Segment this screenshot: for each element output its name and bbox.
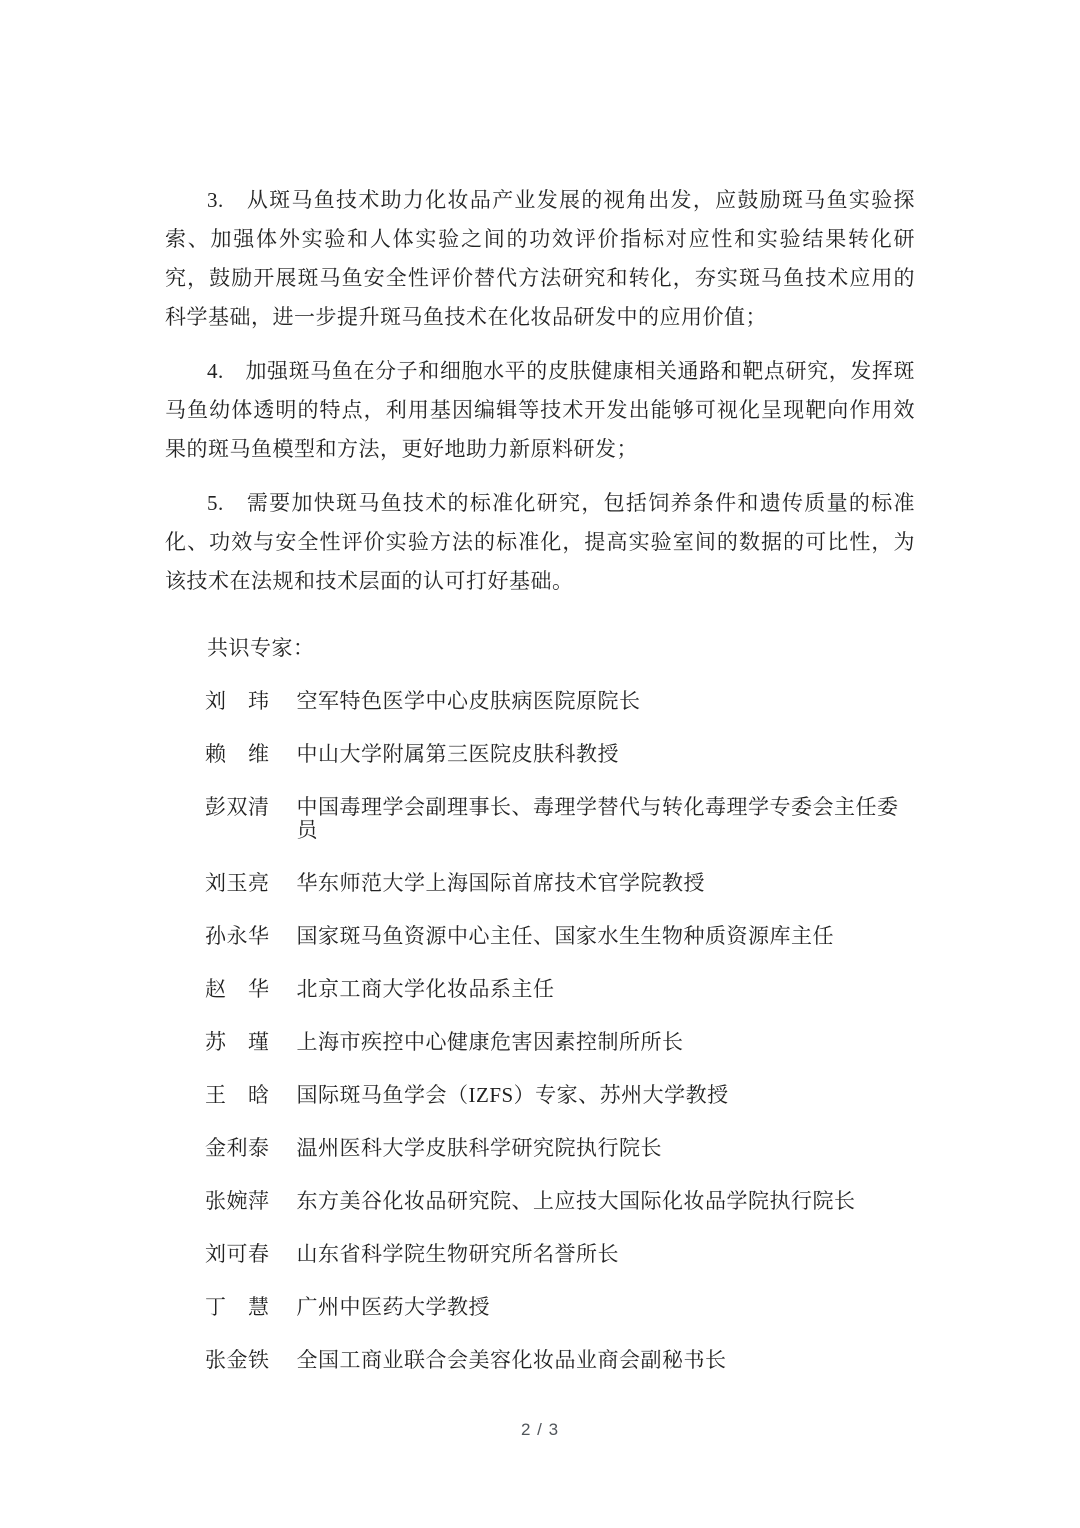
expert-row — [205, 925, 915, 948]
expert-name: 金利泰 — [205, 1136, 270, 1160]
expert-row — [205, 1031, 915, 1054]
expert-title: 山东省科学院生物研究所名誉所长 — [296, 1242, 619, 1266]
expert-title: 东方美谷化妆品研究院、上应技大国际化妆品学院执行院长 — [296, 1189, 856, 1213]
experts-heading: 共识专家： — [207, 636, 315, 660]
expert-title: 华东师范大学上海国际首席技术官学院教授 — [296, 871, 705, 895]
expert-title: 国家斑马鱼资源中心主任、国家水生生物种质资源库主任 — [296, 924, 834, 948]
expert-row — [205, 1243, 915, 1266]
expert-title: 广州中医药大学教授 — [296, 1295, 490, 1319]
expert-row — [205, 1084, 915, 1107]
expert-name: 张婉萍 — [205, 1189, 270, 1213]
document-content — [165, 181, 915, 1402]
expert-row — [205, 978, 915, 1001]
expert-row — [205, 690, 915, 713]
expert-name: 彭双清 — [205, 795, 270, 819]
expert-title: 中国毒理学会副理事长、毒理学替代与转化毒理学专委会主任委员 — [296, 795, 899, 842]
expert-row — [205, 796, 915, 842]
paragraph-3: 3. 从斑马鱼技术助力化妆品产业发展的视角出发，应鼓励斑马鱼实验探索、加强体外实验和人体实验之间的功效评价指标对应性和实验结果转化研究，鼓励开展斑马鱼安全性评价替代方法研究和转化，夯实斑马鱼技术应用的科学基础，进一步提升斑马鱼技术在化妆品研发中的应用价值； — [165, 188, 915, 329]
expert-name: 刘可春 — [205, 1242, 270, 1266]
expert-name: 张金铁 — [205, 1348, 270, 1372]
expert-name: 孙永华 — [205, 924, 270, 948]
expert-name: 刘 玮 — [205, 689, 270, 713]
expert-title: 空军特色医学中心皮肤病医院原院长 — [296, 689, 641, 713]
expert-name: 王 晗 — [205, 1083, 270, 1107]
expert-row — [205, 1296, 915, 1319]
page-indicator: 2 / 3 — [520, 1420, 560, 1439]
expert-name: 苏 瑾 — [205, 1030, 270, 1054]
expert-name: 丁 慧 — [205, 1295, 270, 1319]
expert-name: 赵 华 — [205, 977, 270, 1001]
paragraph-5: 5. 需要加快斑马鱼技术的标准化研究，包括饲养条件和遗传质量的标准化、功效与安全性评价实验方法的标准化，提高实验室间的数据的可比性，为该技术在法规和技术层面的认可打好基础。 — [165, 491, 915, 593]
expert-row — [205, 872, 915, 895]
expert-row — [205, 743, 915, 766]
expert-row — [205, 1137, 915, 1160]
expert-title: 中山大学附属第三医院皮肤科教授 — [296, 742, 619, 766]
expert-title: 国际斑马鱼学会（IZFS）专家、苏州大学教授 — [296, 1083, 729, 1107]
paragraph-4: 4. 加强斑马鱼在分子和细胞水平的皮肤健康相关通路和靶点研究，发挥斑马鱼幼体透明的特点，利用基因编辑等技术开发出能够可视化呈现靶向作用效果的斑马鱼模型和方法，更好地助力新原料研发； — [165, 359, 915, 461]
expert-title: 温州医科大学皮肤科学研究院执行院长 — [296, 1136, 662, 1160]
experts-list — [165, 690, 915, 1372]
expert-name: 赖 维 — [205, 742, 270, 766]
expert-title: 上海市疾控中心健康危害因素控制所所长 — [296, 1030, 684, 1054]
expert-row — [205, 1190, 915, 1213]
expert-title: 全国工商业联合会美容化妆品业商会副秘书长 — [296, 1348, 727, 1372]
expert-name: 刘玉亮 — [205, 871, 270, 895]
expert-row — [205, 1349, 915, 1372]
expert-title: 北京工商大学化妆品系主任 — [296, 977, 555, 1001]
